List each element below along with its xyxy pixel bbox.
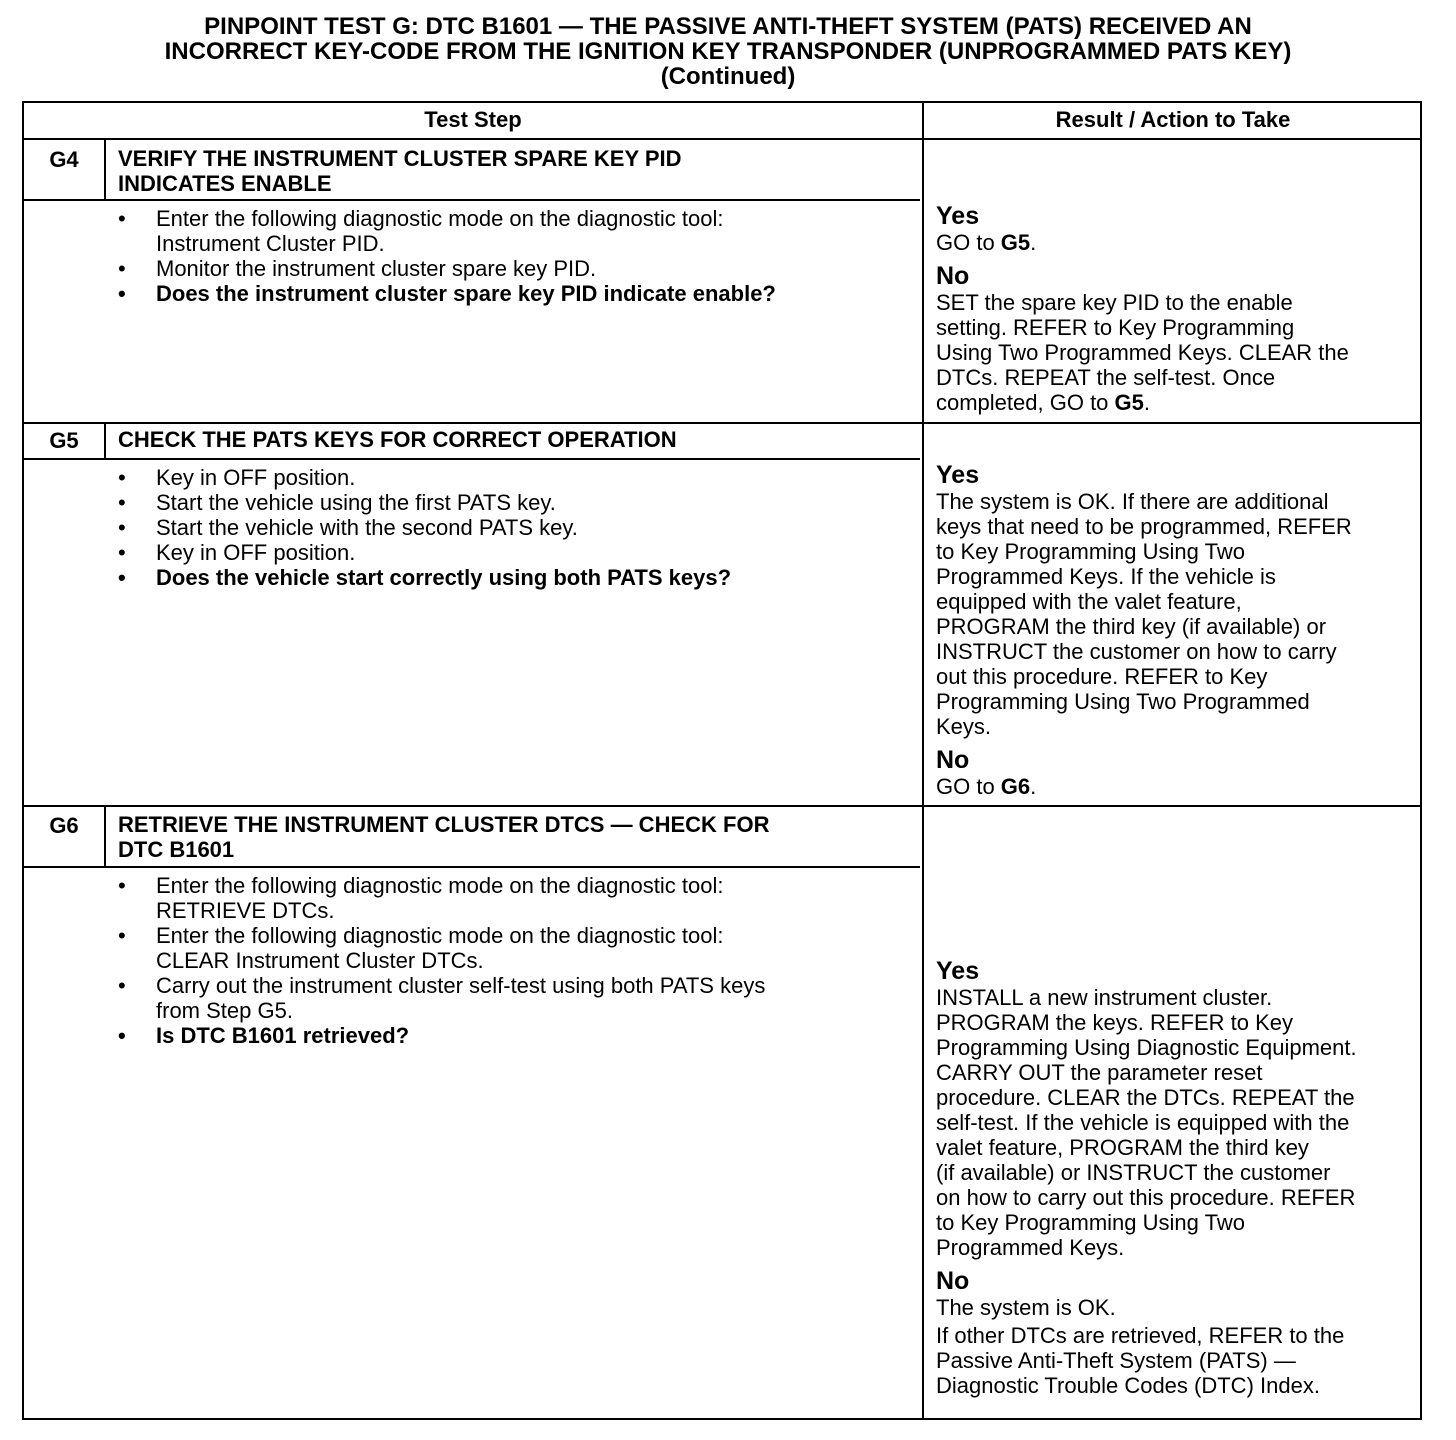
action-text: Instrument Cluster PID. bbox=[156, 231, 385, 256]
yes-text: Programmed Keys. If the vehicle is bbox=[936, 564, 1276, 589]
step-divider bbox=[24, 805, 1420, 807]
yes-text: INSTRUCT the customer on how to carry bbox=[936, 639, 1337, 664]
step-title-divider bbox=[24, 458, 920, 460]
header-divider bbox=[24, 138, 1420, 140]
no-text: GO to bbox=[936, 774, 1001, 799]
step-title-line: DTC B1601 bbox=[118, 837, 235, 862]
title-line-1: PINPOINT TEST G: DTC B1601 — THE PASSIVE ANTI-THEFT SYSTEM (PATS) RECEIVED AN bbox=[204, 13, 1252, 40]
action-text: • Start the vehicle using the first PATS key. bbox=[156, 490, 556, 515]
yes-text: CARRY OUT the parameter reset bbox=[936, 1060, 1263, 1085]
result-g4 bbox=[936, 203, 1420, 415]
step-id-divider bbox=[104, 424, 106, 459]
yes-text: Keys. bbox=[936, 714, 992, 739]
action-item bbox=[118, 873, 908, 923]
action-text: • Does the instrument cluster spare key PID indicate enable? bbox=[156, 281, 776, 306]
pinpoint-test-table bbox=[22, 101, 1422, 1420]
yes-text: INSTALL a new instrument cluster. bbox=[936, 985, 1273, 1010]
step-title-g6 bbox=[118, 812, 908, 862]
action-text: • Start the vehicle with the second PATS key. bbox=[156, 515, 578, 540]
no-text: . bbox=[1030, 774, 1037, 799]
yes-action bbox=[936, 985, 1420, 1260]
action-text: • Does the vehicle start correctly using both PATS keys? bbox=[156, 565, 732, 590]
no-text: If other DTCs are retrieved, REFER to the bbox=[936, 1323, 1345, 1348]
no-label: No bbox=[936, 746, 970, 774]
column-divider bbox=[922, 103, 924, 1418]
no-text: SET the spare key PID to the enable bbox=[936, 290, 1293, 315]
result-g6 bbox=[936, 958, 1420, 1398]
title-line-2: INCORRECT KEY-CODE FROM THE IGNITION KEY TRANSPONDER (UNPROGRAMMED PATS KEY) bbox=[164, 38, 1292, 65]
step-reference: G5 bbox=[1000, 230, 1031, 255]
action-question bbox=[118, 565, 908, 590]
no-text: completed, GO to bbox=[936, 390, 1115, 415]
action-item bbox=[118, 256, 908, 281]
step-title-g4 bbox=[118, 146, 908, 196]
action-text: • Enter the following diagnostic mode on the diagnostic tool: bbox=[156, 873, 724, 898]
action-question bbox=[118, 281, 908, 306]
yes-text: GO to bbox=[936, 230, 1001, 255]
yes-text: to Key Programming Using Two bbox=[936, 1210, 1245, 1235]
yes-text: to Key Programming Using Two bbox=[936, 539, 1245, 564]
yes-action bbox=[936, 489, 1420, 739]
step-id-g4: G4 bbox=[49, 147, 79, 172]
action-item bbox=[118, 490, 908, 515]
result-g5 bbox=[936, 462, 1420, 799]
step-title-divider bbox=[24, 866, 920, 868]
step-title-line: CHECK THE PATS KEYS FOR CORRECT OPERATION bbox=[118, 427, 677, 452]
step-title-line: VERIFY THE INSTRUMENT CLUSTER SPARE KEY PID bbox=[118, 146, 682, 171]
action-item bbox=[118, 465, 908, 490]
action-item bbox=[118, 923, 908, 973]
action-text: RETRIEVE DTCs. bbox=[156, 898, 335, 923]
no-text: DTCs. REPEAT the self-test. Once bbox=[936, 365, 1276, 390]
no-label: No bbox=[936, 1267, 970, 1295]
yes-text: on how to carry out this procedure. REFER bbox=[936, 1185, 1356, 1210]
document-title bbox=[0, 14, 1456, 89]
no-text: Diagnostic Trouble Codes (DTC) Index. bbox=[936, 1373, 1320, 1398]
yes-text: equipped with the valet feature, bbox=[936, 589, 1242, 614]
step-actions-g5 bbox=[118, 465, 908, 590]
no-text: Using Two Programmed Keys. CLEAR the bbox=[936, 340, 1349, 365]
no-action: The system is OK. bbox=[936, 1295, 1116, 1320]
action-text: • Monitor the instrument cluster spare key PID. bbox=[156, 256, 597, 281]
result-header: Result / Action to Take bbox=[1055, 107, 1291, 132]
action-text: • Key in OFF position. bbox=[156, 540, 356, 565]
yes-label: Yes bbox=[936, 461, 980, 489]
yes-label: Yes bbox=[936, 202, 980, 230]
step-title-divider bbox=[24, 199, 920, 201]
step-title-line: INDICATES ENABLE bbox=[118, 171, 332, 196]
yes-text: PROGRAM the keys. REFER to Key bbox=[936, 1010, 1293, 1035]
step-title-line: RETRIEVE THE INSTRUMENT CLUSTER DTCS — CHECK FOR bbox=[118, 812, 770, 837]
no-action bbox=[936, 290, 1420, 415]
no-text: setting. REFER to Key Programming bbox=[936, 315, 1295, 340]
yes-text: procedure. CLEAR the DTCs. REPEAT the bbox=[936, 1085, 1355, 1110]
yes-text: . bbox=[1030, 230, 1037, 255]
no-action-other-dtcs bbox=[936, 1323, 1420, 1398]
step-id-divider bbox=[104, 139, 106, 200]
yes-text: keys that need to be programmed, REFER bbox=[936, 514, 1352, 539]
step-reference: G5 bbox=[1114, 390, 1144, 415]
yes-action bbox=[936, 230, 1420, 255]
step-id-divider bbox=[104, 807, 106, 867]
yes-text: The system is OK. If there are additional bbox=[936, 489, 1329, 514]
yes-text: Programming Using Diagnostic Equipment. bbox=[936, 1035, 1357, 1060]
step-divider bbox=[24, 422, 1420, 424]
action-text: • Key in OFF position. bbox=[156, 465, 356, 490]
yes-text: Programming Using Two Programmed bbox=[936, 689, 1310, 714]
action-text: • Enter the following diagnostic mode on the diagnostic tool: bbox=[156, 923, 724, 948]
no-action bbox=[936, 774, 1420, 799]
no-text: . bbox=[1143, 390, 1151, 415]
yes-text: PROGRAM the third key (if available) or bbox=[936, 614, 1327, 639]
action-text: • Enter the following diagnostic mode on the diagnostic tool: bbox=[156, 206, 724, 231]
test-step-header: Test Step bbox=[424, 107, 522, 132]
yes-text: out this procedure. REFER to Key bbox=[936, 664, 1268, 689]
step-id-g5: G5 bbox=[49, 428, 79, 453]
yes-text: self-test. If the vehicle is equipped with the bbox=[936, 1110, 1350, 1135]
action-item bbox=[118, 206, 908, 256]
action-item bbox=[118, 973, 908, 1023]
title-line-3: (Continued) bbox=[660, 63, 796, 90]
action-text: • Is DTC B1601 retrieved? bbox=[156, 1023, 410, 1048]
action-text: from Step G5. bbox=[156, 998, 293, 1023]
action-item bbox=[118, 540, 908, 565]
step-actions-g6 bbox=[118, 873, 908, 1048]
action-text: CLEAR Instrument Cluster DTCs. bbox=[156, 948, 484, 973]
no-label: No bbox=[936, 262, 970, 290]
step-actions-g4 bbox=[118, 206, 908, 306]
yes-label: Yes bbox=[936, 957, 980, 985]
step-title-g5 bbox=[118, 427, 908, 452]
action-item bbox=[118, 515, 908, 540]
yes-text: valet feature, PROGRAM the third key bbox=[936, 1135, 1309, 1160]
action-text: • Carry out the instrument cluster self-test using both PATS keys bbox=[156, 973, 766, 998]
action-question bbox=[118, 1023, 908, 1048]
no-text: Passive Anti-Theft System (PATS) — bbox=[936, 1348, 1296, 1373]
yes-text: Programmed Keys. bbox=[936, 1235, 1125, 1260]
step-reference: G6 bbox=[1000, 774, 1031, 799]
step-id-g6: G6 bbox=[49, 813, 79, 838]
yes-text: (if available) or INSTRUCT the customer bbox=[936, 1160, 1331, 1185]
